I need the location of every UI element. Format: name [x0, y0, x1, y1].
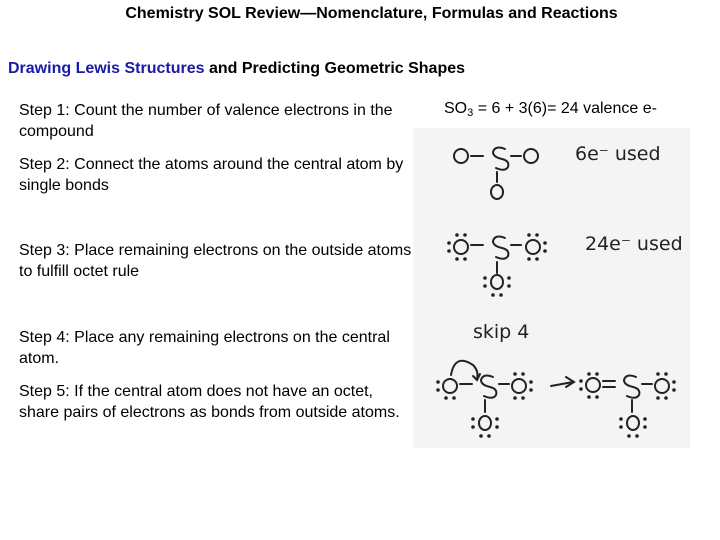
sketch-note-24e-used: 24e⁻ used: [585, 233, 683, 255]
section-heading-highlight: Drawing Lewis Structures: [8, 60, 205, 77]
step-3: Step 3: Place remaining electrons on the outside atoms to fulfill octet rule: [19, 242, 412, 280]
step-1: Step 1: Count the number of valence electrons in the compound: [19, 102, 393, 140]
step-2: Step 2: Connect the atoms around the central atom by single bonds: [19, 156, 404, 194]
section-heading-rest: and Predicting Geometric Shapes: [204, 60, 466, 77]
section-heading: [8, 60, 465, 78]
formula-prefix: SO: [444, 100, 468, 117]
valence-electron-formula: [444, 100, 657, 119]
formula-suffix: = 6 + 3(6)= 24 valence e-: [473, 100, 657, 117]
lewis-structure-sketch: [413, 128, 690, 448]
formula-subscript: 3: [467, 107, 474, 119]
step-5: Step 5: If the central atom does not have an octet, share pairs of electrons as bonds from outside atoms.: [19, 383, 400, 421]
step-4: Step 4: Place any remaining electrons on the central atom.: [19, 329, 390, 367]
lewis-structure-drawing: [413, 128, 690, 448]
sketch-note-6e-used: 6e⁻ used: [575, 143, 661, 165]
sketch-note-skip-4: skip 4: [473, 321, 530, 343]
page-title: Chemistry SOL Review—Nomenclature, Formulas and Reactions: [125, 5, 618, 22]
